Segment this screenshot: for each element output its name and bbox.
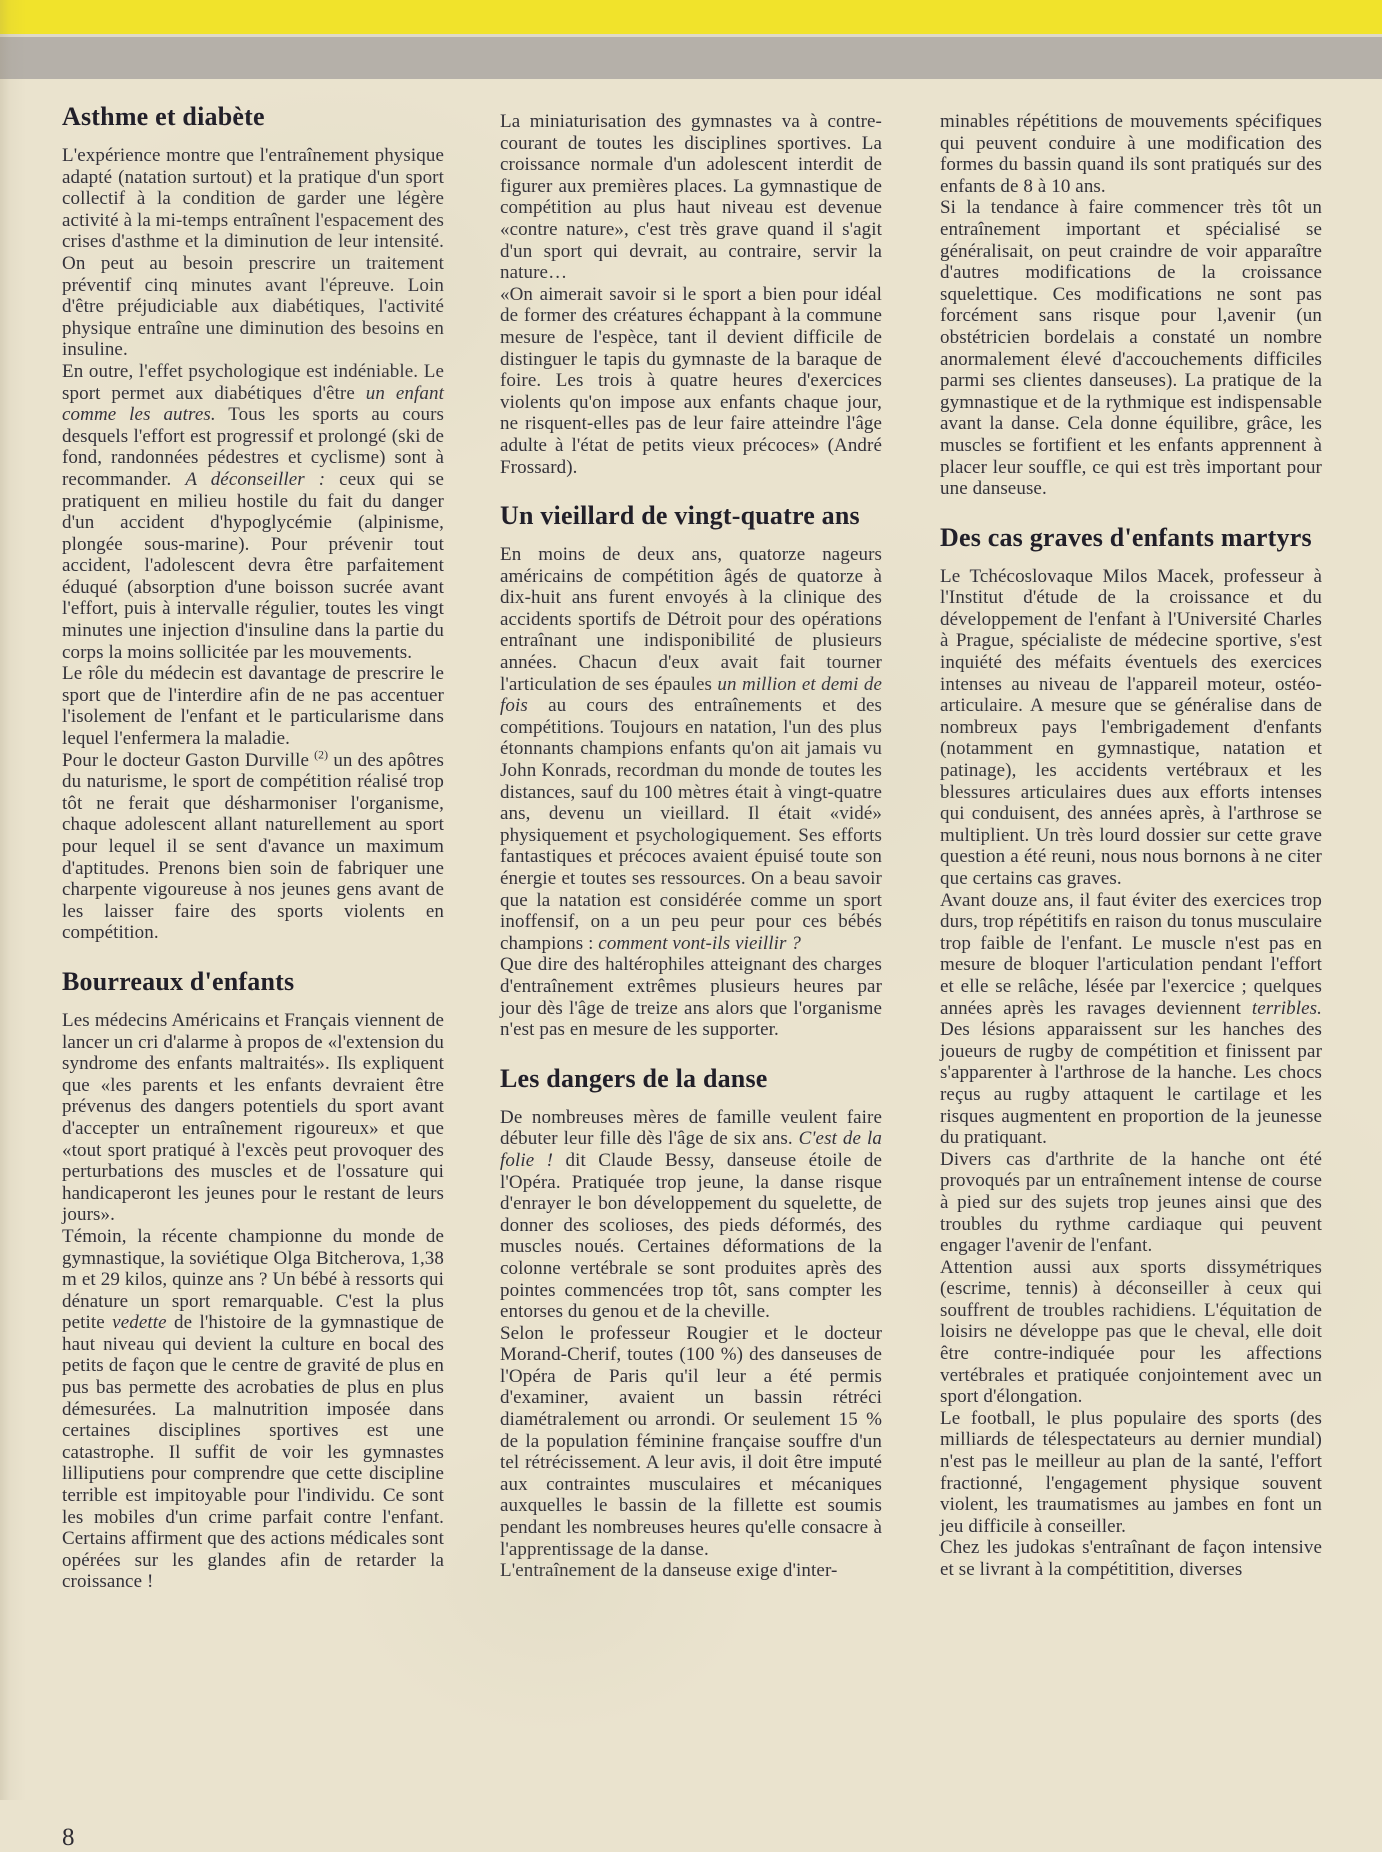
text-run: Des lésions apparaissent sur les hanches des joueurs de rugby de compétition et finissent par s'apparenter à l'arthrose de la hanche. Les chocs reçus au rugby attaquent le cartilage et les risques augmentent en proportion de la jeunesse du pratiquant.: [940, 1019, 1322, 1149]
text-run: Si la tendance à faire commencer très tôt un entraînement important et spécialisé se généralisait, on peut craindre de voir apparaître d'autres modifications de la croissance squelettique. Ces modifications ne sont pas forcément sans risque pour l,avenir (un obstétricien bordelais a constaté un nombre anormalement élevé d'accouchements difficiles parmi ses clientes danseuses). La pratique de la gymnastique et de la rythmique est indispensable avant la danse. Cela donne équilibre, grâce, les muscles se fortifient et les enfants apprennent à placer leur souffle, ce qui est très important pour une danseuse.: [940, 197, 1322, 500]
emphasized-text: terribles.: [1251, 997, 1322, 1019]
text-run: Pour le docteur Gaston Durville: [62, 749, 315, 771]
text-run: ceux qui se pratiquent en milieu hostile du fait du danger d'un accident d'hypoglycémie (alpinisme, plongée sous-marine). Pour prévenir tout accident, l'adolescent devra être parfaitement éduqué (absorption d'une boisson sucrée avant l'effort, puis à intervalle régulier, toutes les vingt minutes une injection d'insuline dans la partie du corps la moins sollicitée par les mouvements.: [62, 468, 445, 663]
body-paragraph: [500, 1107, 882, 1323]
body-paragraph: [500, 284, 882, 478]
body-paragraph: [940, 566, 1322, 890]
text-run: De nombreuses mères de famille veulent faire débuter leur fille dès l'âge de six ans.: [500, 1106, 882, 1150]
text-run: Chez les judokas s'entraînant de façon intensive et se livrant à la compétitition, diverses: [940, 1537, 1322, 1580]
body-paragraph: [940, 111, 1322, 197]
footnote-reference: (2): [314, 748, 329, 762]
text-run: minables répétitions de mouvements spécifiques qui peuvent conduire à une modification des formes du bassin quand ils sont pratiqués sur des enfants de 8 à 10 ans.: [940, 111, 1322, 197]
article-column-3: [940, 111, 1322, 1581]
body-paragraph: [940, 1408, 1322, 1538]
text-run: La miniaturisation des gymnastes va à contre-courant de toutes les disciplines sportives. La croissance normale d'un adolescent interdit de figurer aux premières places. La gymnastique de compétition au plus haut niveau est devenue «contre nature», c'est très grave quand il s'agit d'un sport qui devrait, au contraire, servir la nature…: [500, 111, 882, 284]
text-run: dit Claude Bessy, danseuse étoile de l'Opéra. Pratiquée trop jeune, la danse risque d'enrayer le bon développement du squelette, de donner des scolioses, des pieds déformés, des muscles noués. Certaines déformations de la colonne vertébrale se sont produites après des pointes commencées trop tôt, sans compter les entorses du genou et de la cheville.: [500, 1149, 883, 1323]
body-paragraph: [500, 111, 882, 284]
body-paragraph: [940, 1537, 1322, 1580]
body-paragraph: [62, 145, 444, 361]
text-run: de l'histoire de la gymnastique de haut niveau qui devient la culture en bocal des petits de façon que le centre de gravité de plus en pus bas permette des acrobaties de plus en plus démesurées. La malnutrition imposée dans certaines disciplines sportives est une catastrophe. Il suffit de voir les gymnastes lilliputiens pour comprendre que cette discipline terrible est impitoyable pour l'individu. Ce sont les mobiles d'un crime parfait contre l'enfant. Certains affirment que des actions médicales sont opérées sur les glandes afin de retarder la croissance !: [62, 1312, 444, 1593]
emphasized-text: C'est de la folie !: [500, 1128, 882, 1171]
text-run: Avant douze ans, il faut éviter des exercices trop durs, trop répétitifs en raison du tonus musculaire trop faible de l'enfant. Le muscle n'est pas en mesure de bloquer l'articulation pendant l'effort et elle se relâche, lésée par l'exercice ; quelques années après les ravages deviennent: [940, 889, 1322, 1019]
body-paragraph: [62, 1226, 444, 1593]
text-run: Le football, le plus populaire des sports (des milliards de télespectateurs au dernier mundial) n'est pas le meilleur au plan de la santé, l'effort fractionné, l'engagement physique souvent violent, les traumatismes au jambes en font un jeu difficile à conseiller.: [940, 1407, 1322, 1537]
article-column-2: [500, 111, 882, 1582]
text-run: Le Tchécoslovaque Milos Macek, professeur à l'Institut d'étude de la croissance et du développement de l'enfant à l'Université Charles à Prague, spécialiste de médecine sportive, s'est inquiété des méfaits éventuels des exercices intenses au niveau de l'appareil moteur, ostéo-articulaire. A mesure que se généralise dans de nombreux pays l'embrigadement d'enfants (notamment en gymnastique, natation et patinage), les accidents vertébraux et les blessures articulaires dues aux efforts intenses qui conduisent, des années après, à l'arthrose se multiplient. Un très lourd dossier sur cette grave question a été reuni, nous nous bornons à ne citer que certains cas graves.: [940, 565, 1322, 889]
text-run: Que dire des haltérophiles atteignant des charges d'entraînement extrêmes plusieurs heures par jour dès l'âge de treize ans alors que l'organisme n'est pas en mesure de les supporter.: [500, 954, 882, 1041]
text-run: Attention aussi aux sports dissymétriques (escrime, tennis) à déconseiller à ceux qui souffrent de troubles rachidiens. L'équitation de loisirs ne développe pas que le cheval, elle doit être contre-indiquée pour les affections vertébrales et pratiquée conjointement avec un sport d'élongation.: [940, 1256, 1322, 1408]
text-run: Les médecins Américains et Français viennent de lancer un cri d'alarme à propos de «l'extension du syndrome des enfants maltraités». Ils expliquent que «les parents et les enfants devraient être prévenus des dangers potentiels du sport avant d'accepter un entraînement rigoureux» et que «tout sport pratiqué à l'excès peut provoquer des perturbations des muscles et de l'ossature qui handicaperont les jeunes pour le restant de leurs jours».: [62, 1009, 444, 1226]
text-run: En moins de deux ans, quatorze nageurs américains de compétition âgés de quatorze à dix-huit ans furent envoyés à la clinique des accidents sportifs de Détroit pour des opérations entraînant une indisponibilité de plusieurs années. Chacun d'eux avait fait tourner l'articulation de ses épaules: [500, 544, 882, 695]
body-paragraph: [940, 890, 1322, 1149]
text-run: Tous les sports au cours desquels l'effort est progressif et prolongé (ski de fond, randonnées pédestres et cyclisme) sont à recommander.: [62, 404, 444, 490]
section-heading: Bourreaux d'enfants: [62, 966, 295, 996]
text-run: Le rôle du médecin est davantage de prescrire le sport que de l'interdire afin de ne pas accentuer l'isolement de l'enfant et le particularisme dans lequel l'enfermera la maladie.: [62, 663, 444, 750]
text-run: «On aimerait savoir si le sport a bien pour idéal de former des créatures échappant à la commune mesure de l'espèce, tant il devient difficile de distinguer le tapis du gymnaste de la baraque de foire. Les trois à quatre heures d'exercices violents qu'on impose aux enfants chaque jour, ne risquent-elles pas de leur faire atteindre l'âge adulte à l'état de petits vieux précoces» (André Frossard).: [500, 283, 882, 478]
text-run: un des apôtres du naturisme, le sport de compétition réalisé trop tôt ne ferait que désharmoniser l'organisme, chaque adolescent allant naturellement au sport pour lequel il se sent d'avance un maximum d'aptitudes. Prenons bien soin de fabriquer une charpente vigoureuse à nos jeunes gens avant de les laisser faire des sports violents en compétition.: [62, 749, 444, 944]
text-run: L'expérience montre que l'entraînement physique adapté (natation surtout) et la pratique d'un sport collectif à la condition de garder une légère activité à la mi-temps entraînent l'espacement des crises d'asthme et la diminution de leur intensité. On peut au besoin prescrire un traitement préventif cinq minutes avant l'épreuve. Loin d'être préjudiciable aux diabétiques, l'activité physique entraîne une diminution des besoins en insuline.: [62, 145, 444, 361]
emphasized-text: vedette: [112, 1312, 167, 1334]
top-gray-bar: [0, 37, 1382, 79]
body-paragraph: [940, 1149, 1322, 1257]
section-heading: Asthme et diabète: [62, 102, 265, 131]
body-paragraph: [500, 954, 882, 1040]
body-paragraph: [62, 750, 444, 944]
body-paragraph: [62, 1010, 444, 1226]
top-yellow-bar: [0, 0, 1382, 34]
article-column-1: [62, 103, 444, 1593]
body-paragraph: [500, 1560, 882, 1582]
text-run: L'entraînement de la danseuse exige d'inter-: [500, 1560, 838, 1582]
emphasized-text: un enfant comme les autres.: [62, 382, 444, 426]
text-run: Selon le professeur Rougier et le docteur Morand-Cherif, toutes (100 %) des danseuses de l'Opéra de Paris qu'il leur a été permis d'examiner, avaient un bassin rétréci diamétralement ou arrondi. Or seulement 15 % de la population féminine française souffre d'un tel rétrécissement. A leur avis, il doit être imputé aux contraintes musculaires et mécaniques auxquelles le bassin de la fillette est soumis pendant les nombreuses heures qu'elle consacre à l'apprentissage de la danse.: [500, 1322, 882, 1560]
body-paragraph: [62, 361, 444, 663]
article-page: [0, 79, 1382, 1851]
text-run: au cours des entraînements et des compétitions. Toujours en natation, l'un des plus étonnants champions enfants qu'on ait jamais vu John Konrads, recordman du monde de toutes les distances, sauf du 100 mètres était à vingt-quatre ans, devenu un vieillard. Il était «vidé» physiquement et psychologiquement. Ses efforts fantastiques et précoces avaient épuisé toute son énergie et toutes ses ressources. On a beau savoir que la natation est considérée comme un sport inoffensif, on a un peu peur pour ces bébés champions :: [500, 695, 882, 954]
section-heading: Des cas graves d'enfants martyrs: [940, 522, 1312, 552]
text-run: Témoin, la récente championne du monde de gymnastique, la soviétique Olga Bitcherova, 1,38 m et 29 kilos, quinze ans ? Un bébé à ressorts qui dénature un sport remarquable. C'est la plus petite: [62, 1225, 444, 1334]
body-paragraph: [940, 197, 1322, 499]
text-run: En outre, l'effet psychologique est indéniable. Le sport permet aux diabétiques d'être: [62, 360, 444, 404]
body-paragraph: [500, 1323, 882, 1561]
emphasized-text: A déconseiller :: [185, 468, 326, 490]
body-paragraph: [500, 544, 882, 954]
section-heading: Un vieillard de vingt-quatre ans: [500, 501, 860, 531]
body-paragraph: [62, 663, 444, 749]
page-number: 8: [62, 1824, 75, 1851]
text-run: Divers cas d'arthrite de la hanche ont été provoqués par un entraînement intense de course à pied sur des sujets trop jeunes ainsi que des troubles du rythme cardiaque qui peuvent engager l'avenir de l'enfant.: [940, 1148, 1322, 1257]
body-paragraph: [940, 1257, 1322, 1408]
section-heading: Les dangers de la danse: [500, 1063, 768, 1093]
emphasized-text: comment vont-ils vieillir ?: [598, 932, 801, 954]
emphasized-text: un million et demi de fois: [500, 673, 882, 717]
